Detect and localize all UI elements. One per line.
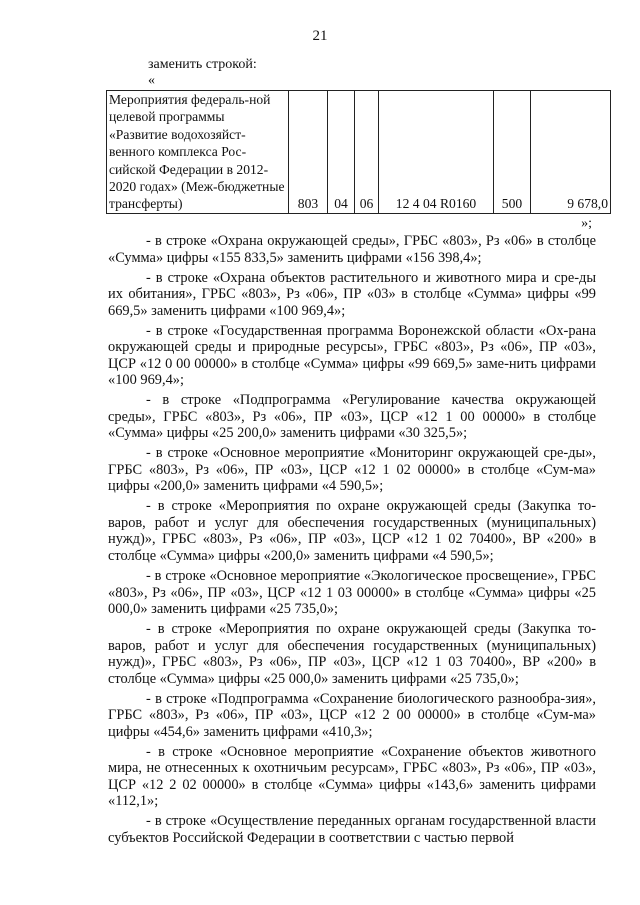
amendment-paragraph: - в строке «Мероприятия по охране окружающей среды (Закупка то-варов, работ и услуг для обеспечения государственных (муниципальных) нужд)», ГРБС «803», Рз «06», ПР «03», ЦСР «12 1 03 70400», ВР «200» в столбце «Сумма» цифры «25 000,0» заменить цифрами «25 735,0»; bbox=[108, 621, 596, 687]
row-name-cell: Мероприятия федераль-ной целевой программы «Развитие водохозяйст-венного комплекса Рос-сийской Федерации в 2012-2020 годах» (Меж-бюджетные трансферты) bbox=[107, 91, 289, 214]
amendment-paragraph: - в строке «Государственная программа Воронежской области «Ох-рана окружающей среды и природные ресурсы», ГРБС «803», Рз «06», ПР «03», ЦСР «12 0 00 00000» в столбце «Сумма» цифры «99 669,5» заме-нить цифрами «100 969,4»; bbox=[108, 322, 596, 389]
closing-quote: »; bbox=[581, 216, 592, 231]
intro-text: заменить строкой: bbox=[148, 57, 257, 72]
amendment-paragraph: - в строке «Основное мероприятие «Экологическое просвещение», ГРБС «803», Рз «06», ПР «03», ЦСР «12 1 03 00000» в столбце «Сумма» цифры «25 000,0» заменить цифрами «25 735,0»; bbox=[108, 568, 596, 618]
page-number: 21 bbox=[312, 28, 328, 44]
amendment-paragraph: - в строке «Охрана окружающей среды», ГРБС «803», Рз «06» в столбце «Сумма» цифры «155 833,5» заменить цифрами «156 398,4»; bbox=[108, 233, 596, 266]
amendment-paragraph: - в строке «Основное мероприятие «Сохранение объектов животного мира, не отнесенных к охотничьим ресурсам», ГРБС «803», Рз «06», ПР «03», ЦСР «12 2 02 00000» в столбце «Сумма» цифры «143,6» заменить цифрами «112,1»; bbox=[108, 743, 596, 810]
table-row bbox=[107, 91, 611, 214]
csr-cell: 12 4 04 R0160 bbox=[379, 91, 494, 214]
pr-cell: 06 bbox=[355, 91, 379, 214]
amendment-paragraph: - в строке «Осуществление переданных органам государственной власти субъектов Российской Федерации в соответствии с частью первой bbox=[108, 813, 596, 846]
amendments-text bbox=[108, 233, 596, 850]
amendment-paragraph: - в строке «Основное мероприятие «Мониторинг окружающей сре-ды», ГРБС «803», Рз «06», ПР «03», ЦСР «12 1 02 00000» в столбце «Сум-ма» цифры «200,0» заменить цифрами «4 590,5»; bbox=[108, 445, 596, 495]
opening-quote: « bbox=[148, 73, 155, 88]
amendment-paragraph: - в строке «Охрана объектов растительного и животного мира и сре-ды их обитания», ГРБС «803», Рз «06», ПР «03» в столбце «Сумма» цифры «99 669,5» заменить цифрами «100 969,4»; bbox=[108, 269, 596, 319]
vr-cell: 500 bbox=[494, 91, 531, 214]
rz-cell: 04 bbox=[328, 91, 355, 214]
amendment-paragraph: - в строке «Мероприятия по охране окружающей среды (Закупка то-варов, работ и услуг для обеспечения государственных (муниципальных) нужд)», ГРБС «803», Рз «06», ПР «03», ЦСР «12 1 02 70400», ВР «200» в столбце «Сумма» цифры «200,0» заменить цифрами «4 590,5»; bbox=[108, 498, 596, 564]
grbs-cell: 803 bbox=[289, 91, 328, 214]
inserted-row-table bbox=[106, 90, 611, 214]
amendment-paragraph: - в строке «Подпрограмма «Регулирование качества окружающей среды», ГРБС «803», Рз «06», ПР «03», ЦСР «12 1 00 00000» в столбце «Сумма» цифры «25 200,0» заменить цифрами «30 325,5»; bbox=[108, 392, 596, 442]
amendment-paragraph: - в строке «Подпрограмма «Сохранение биологического разнообра-зия», ГРБС «803», Рз «06», ПР «03», ЦСР «12 2 00 00000» в столбце «Сум-ма» цифры «454,6» заменить цифрами «410,3»; bbox=[108, 690, 596, 740]
sum-cell: 9 678,0 bbox=[531, 91, 611, 214]
